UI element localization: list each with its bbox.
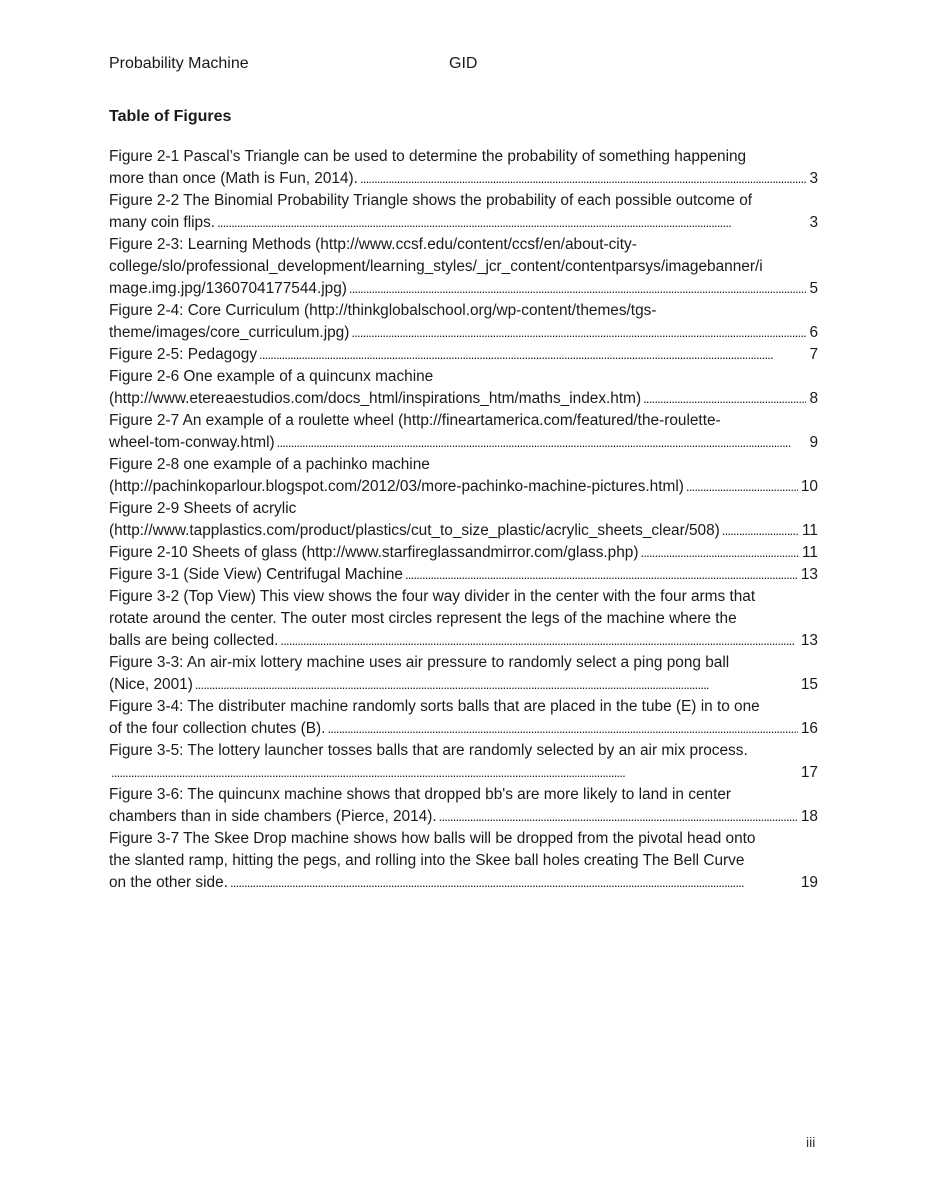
toc-entry-text: college/slo/professional_development/learning_styles/_jcr_content/contentparsys/imagebanner/i [109, 258, 763, 275]
toc-entry-page: 18 [800, 808, 818, 825]
toc-entry[interactable] [109, 696, 818, 740]
toc-entry-text: Figure 3-5: The lottery launcher tosses balls that are randomly selected by an air mix process. [109, 742, 748, 759]
toc-entry-page: 5 [809, 280, 818, 297]
toc-entry-text: Figure 3-2 (Top View) This view shows the four way divider in the center with the four arms that [109, 588, 756, 605]
toc-entry-text: the slanted ramp, hitting the pegs, and rolling into the Skee ball holes creating The Bell Curve [109, 852, 745, 869]
toc-entry[interactable] [109, 234, 818, 300]
toc-entry[interactable] [109, 652, 818, 696]
toc-entry-page: 7 [809, 346, 818, 363]
toc-entry-text: mage.img.jpg/1360704177544.jpg) [109, 280, 347, 297]
toc-entry-text: Figure 2-10 Sheets of glass (http://www.starfireglassandmirror.com/glass.php) [109, 544, 639, 561]
toc-entry-text: Figure 2-3: Learning Methods (http://www.ccsf.edu/content/ccsf/en/about-city- [109, 236, 637, 253]
dot-leader [722, 520, 799, 542]
toc-entry-page: 10 [800, 478, 818, 495]
toc-entry-text: Figure 2-5: Pedagogy [109, 346, 258, 363]
toc-entry-text: Figure 2-1 Pascal’s Triangle can be used to determine the probability of something happening [109, 148, 747, 165]
toc-entry-page: 8 [809, 390, 818, 407]
running-header-code: GID [449, 55, 478, 72]
toc-entry-text: Figure 3-6: The quincunx machine shows that dropped bb's are more likely to land in center [109, 786, 732, 803]
dot-leader [360, 168, 806, 190]
dot-leader [111, 762, 798, 784]
toc-entry[interactable] [109, 498, 818, 542]
toc-entry-text: chambers than in side chambers (Pierce, 2014). [109, 808, 437, 825]
toc-entry[interactable] [109, 542, 818, 564]
toc-entry-text: Figure 2-8 one example of a pachinko machine [109, 456, 430, 473]
toc-entry[interactable] [109, 344, 818, 366]
toc-entry-text: (http://www.etereaestudios.com/docs_html/inspirations_htm/maths_index.htm) [109, 390, 642, 407]
toc-entry[interactable] [109, 300, 818, 344]
toc-entry[interactable] [109, 828, 818, 894]
toc-entry[interactable] [109, 410, 818, 454]
dot-leader [217, 212, 806, 234]
toc-entry-page: 11 [802, 544, 818, 561]
toc-entry-page: 13 [800, 632, 818, 649]
toc-entry[interactable] [109, 190, 818, 234]
table-of-figures [109, 146, 818, 894]
dot-leader [686, 476, 798, 498]
toc-entry-text: (Nice, 2001) [109, 676, 193, 693]
toc-entry[interactable] [109, 146, 818, 190]
toc-entry-page: 3 [809, 214, 818, 231]
toc-entry[interactable] [109, 586, 818, 652]
dot-leader [277, 432, 807, 454]
toc-entry-page: 6 [809, 324, 818, 341]
dot-leader [349, 278, 807, 300]
dot-leader [327, 718, 797, 740]
toc-entry-page: 19 [800, 874, 818, 891]
running-header-title: Probability Machine [109, 55, 249, 72]
toc-entry[interactable] [109, 454, 818, 498]
dot-leader [280, 630, 797, 652]
toc-entry-text: (http://pachinkoparlour.blogspot.com/2012/03/more-pachinko-machine-pictures.html) [109, 478, 684, 495]
page-number: iii [806, 1134, 816, 1150]
toc-entry-text: Figure 2-9 Sheets of acrylic [109, 500, 297, 517]
toc-entry-text: more than once (Math is Fun, 2014). [109, 170, 358, 187]
dot-leader [230, 872, 798, 894]
toc-entry-text: Figure 3-7 The Skee Drop machine shows how balls will be dropped from the pivotal head onto [109, 830, 756, 847]
toc-entry-text: balls are being collected. [109, 632, 279, 649]
toc-entry[interactable] [109, 366, 818, 410]
toc-entry-text: on the other side. [109, 874, 228, 891]
toc-entry[interactable] [109, 564, 818, 586]
toc-entry-text: Figure 3-3: An air-mix lottery machine uses air pressure to randomly select a ping pong ball [109, 654, 730, 671]
toc-entry-page: 13 [800, 566, 818, 583]
dot-leader [195, 674, 798, 696]
dot-leader [405, 564, 798, 586]
dot-leader [643, 388, 806, 410]
toc-entry-text: wheel-tom-conway.html) [109, 434, 275, 451]
toc-entry-text: Figure 2-7 An example of a roulette wheel (http://fineartamerica.com/featured/the-roulette- [109, 412, 721, 429]
toc-entry-text: Figure 2-2 The Binomial Probability Triangle shows the probability of each possible outcome of [109, 192, 753, 209]
toc-entry-text: (http://www.tapplastics.com/product/plastics/cut_to_size_plastic/acrylic_sheets_clear/508) [109, 522, 720, 539]
toc-entry-page: 16 [800, 720, 818, 737]
toc-entry-text: Figure 2-4: Core Curriculum (http://thinkglobalschool.org/wp-content/themes/tgs- [109, 302, 657, 319]
dot-leader [641, 542, 800, 564]
toc-entry-page: 3 [809, 170, 818, 187]
toc-entry-text: Figure 3-1 (Side View) Centrifugal Machine [109, 566, 403, 583]
toc-entry-text: of the four collection chutes (B). [109, 720, 326, 737]
toc-entry-page: 11 [802, 522, 818, 539]
toc-entry-page: 15 [800, 676, 818, 693]
toc-entry-text: many coin flips. [109, 214, 216, 231]
toc-entry-text: Figure 2-6 One example of a quincunx machine [109, 368, 434, 385]
toc-entry[interactable] [109, 784, 818, 828]
toc-heading: Table of Figures [109, 108, 232, 125]
dot-leader [259, 344, 806, 366]
toc-entry-text: rotate around the center. The outer most circles represent the legs of the machine where the [109, 610, 737, 627]
dot-leader [351, 322, 806, 344]
dot-leader [439, 806, 798, 828]
toc-entry-page: 9 [809, 434, 818, 451]
toc-entry[interactable] [109, 740, 818, 784]
toc-entry-text: theme/images/core_curriculum.jpg) [109, 324, 350, 341]
toc-entry-page: 17 [800, 764, 818, 781]
toc-entry-text: Figure 3-4: The distributer machine randomly sorts balls that are placed in the tube (E) in to one [109, 698, 760, 715]
